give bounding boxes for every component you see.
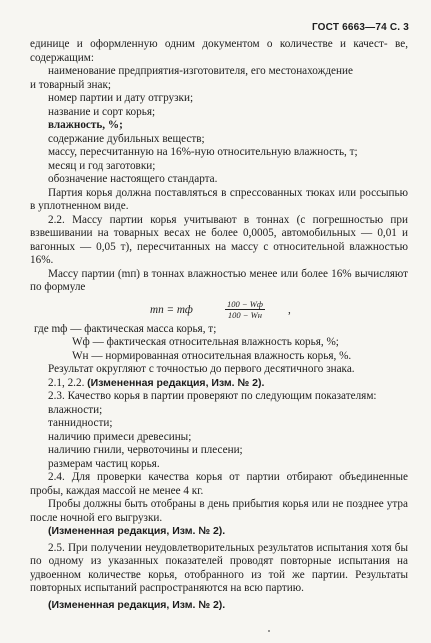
formula-numerator: 100 − Wф: [227, 298, 263, 309]
list-item: обозначение настоящего стандарта.: [48, 173, 218, 185]
list-item-cont: и товарный знак;: [30, 78, 112, 91]
scan-speck: [268, 630, 270, 632]
where-line: Wн — нормированная относительная влажность корья, %.: [72, 349, 352, 362]
list-item: наличию гнили, червоточины и плесени;: [48, 444, 243, 456]
paragraph-2-3: 2.3. Качество корья в партии проверяют по следующим показателям:: [48, 390, 377, 402]
formula-comma: ,: [288, 303, 291, 316]
list-item: влажности;: [48, 403, 103, 416]
list-item: массу, пересчитанную на 16%-ную относительную влажность, т;: [48, 146, 358, 158]
list-item: наличию примеси древесины;: [48, 430, 192, 443]
formula-lhs: mп = mф: [150, 303, 193, 316]
revision-line: (Измененная редакция, Изм. № 2).: [48, 525, 226, 537]
revision-line: (Измененная редакция, Изм. № 2).: [48, 598, 226, 611]
where-line: Wф — фактическая относительная влажность корья, %;: [72, 336, 339, 348]
text-line: единице и оформленную одним документом о количестве и качест- ве, содержащим:: [30, 38, 408, 64]
list-item: размерам частиц корья.: [48, 457, 160, 470]
page-header: ГОСТ 6663—74 С. 3: [311, 22, 409, 33]
paragraph-2-4: 2.4. Для проверки качества корья от партии отбирают объединенные пробы, каждая массой не менее 4 кг.: [30, 471, 408, 497]
list-item: влажность, %;: [48, 119, 123, 131]
formula-fraction: [225, 299, 265, 320]
revision-line: 2.1, 2.2. (Измененная редакция, Изм. № 2).: [48, 376, 265, 389]
paragraph-2-2: 2.2. Массу партии корья учитывают в тоннах (с погрешностью при взвешивании на товарных весах не более 0,0005, автомобильных — 0,01 и вагонных — 0,05 т), пересчитанных на массу с относительной влажностью 16%.: [30, 213, 408, 266]
list-item: таннидности;: [48, 417, 113, 429]
list-item: название и сорт корья;: [48, 105, 156, 118]
formula: [30, 299, 408, 321]
list-item: номер партии и дату отгрузки;: [48, 92, 194, 104]
list-item: содержание дубильных веществ;: [48, 132, 205, 145]
where-line: где mф — фактическая масса корья, т;: [34, 322, 217, 335]
paragraph: Массу партии (mп) в тоннах влажностью менее или более 16% вычисляют по формуле: [30, 267, 408, 293]
paragraph: Результат округляют с точностью до первого десятичного знака.: [48, 363, 355, 375]
list-item: наименование предприятия-изготовителя, его местонахождение: [48, 65, 353, 77]
paragraph: Партия корья должна поставляться в спрессованных тюках или россыпью в уплотненном виде.: [30, 186, 408, 212]
list-item: месяц и год заготовки;: [48, 159, 156, 172]
document-body: [30, 38, 408, 612]
paragraph: Пробы должны быть отобраны в день прибытия корья или не позднее утра после ночной его выгрузки.: [30, 498, 408, 524]
paragraph-2-5: 2.5. При получении неудовлетворительных результатов испытания хотя бы по одному из указанных показателей проводят повторные испытания на удвоенном количестве корья, отобранного из той же партии. Результаты повторных испытаний распространяются на всю партию.: [30, 541, 408, 594]
formula-denominator: 100 − Wн: [227, 309, 262, 320]
